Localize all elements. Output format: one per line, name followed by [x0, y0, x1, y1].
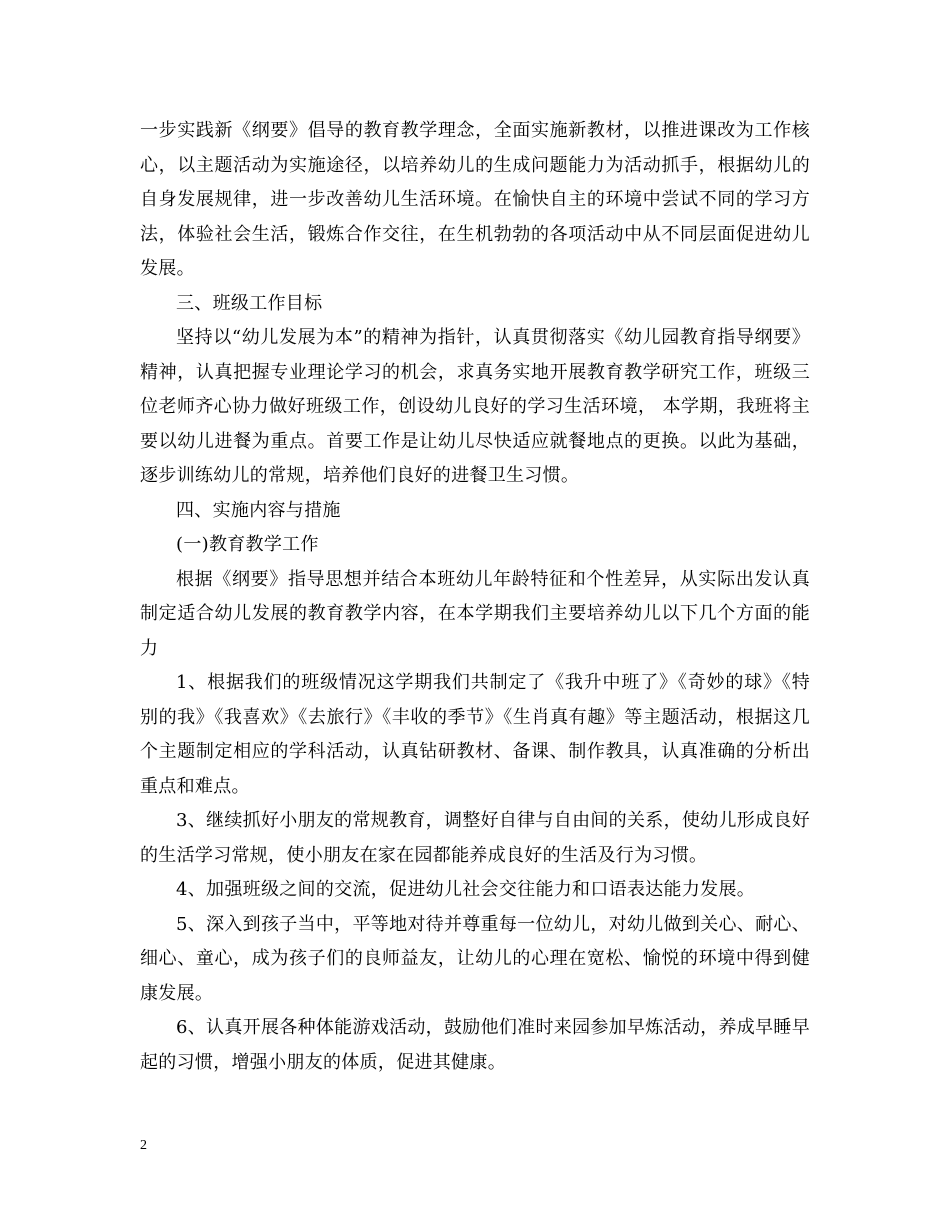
list-item-5: 5、深入到孩子当中，平等地对待并尊重每一位幼儿，对幼儿做到关心、耐心、细心、童心，成为孩子们的良师益友，让幼儿的心理在宽松、愉悦的环境中得到健康发展。 — [140, 913, 810, 1004]
subheading-teaching-work: (一)教育教学工作 — [176, 534, 319, 555]
list-item-6: 6、认真开展各种体能游戏活动，鼓励他们准时来园参加早炼活动，养成早睡早起的习惯，增强小朋友的体质，促进其健康。 — [140, 1017, 810, 1073]
paragraph-teaching-intro: 根据《纲要》指导思想并结合本班幼儿年龄特征和个性差异，从实际出发认真制定适合幼儿发展的教育教学内容，在本学期我们主要培养幼儿以下几个方面的能力 — [140, 568, 810, 659]
heading-content-measures: 四、实施内容与措施 — [176, 499, 341, 521]
paragraph-class-goals: 坚持以“幼儿发展为本”的精神为指针，认真贯彻落实《幼儿园教育指导纲要》精神，认真把握专业理论学习的机会，求真务实地开展教育教学研究工作，班级三位老师齐心协力做好班级工作，创设幼儿良好的学习生活环境， 本学期，我班将主要以幼儿进餐为重点。首要工作是让幼儿尽快适应就餐地点的更换。以此为基础，逐步训练幼儿的常规，培养他们良好的进餐卫生习惯。 — [140, 327, 810, 486]
page-number: 2 — [140, 1138, 147, 1153]
list-item-1: 1、根据我们的班级情况这学期我们共制定了《我升中班了》《奇妙的球》《特别的我》《我喜欢》《去旅行》《丰收的季节》《生肖真有趣》等主题活动，根据这几个主题制定相应的学科活动，认真钻研教材、备课、制作教具，认真准确的分析出重点和难点。 — [140, 672, 810, 797]
list-item-3: 3、继续抓好小朋友的常规教育，调整好自律与自由间的关系，使幼儿形成良好的生活学习常规，使小朋友在家在园都能养成良好的生活及行为习惯。 — [140, 810, 810, 866]
paragraph-continued-intro: 一步实践新《纲要》倡导的教育教学理念，全面实施新教材，以推进课改为工作核心，以主题活动为实施途径，以培养幼儿的生成问题能力为活动抓手，根据幼儿的自身发展规律，进一步改善幼儿生活环境。在愉快自主的环境中尝试不同的学习方法，体验社会生活，锻炼合作交往，在生机勃勃的各项活动中从不同层面促进幼儿发展。 — [140, 120, 810, 279]
list-item-4: 4、加强班级之间的交流，促进幼儿社会交往能力和口语表达能力发展。 — [176, 879, 756, 900]
heading-class-goals: 三、班级工作目标 — [176, 292, 323, 314]
document-body — [140, 114, 810, 1080]
